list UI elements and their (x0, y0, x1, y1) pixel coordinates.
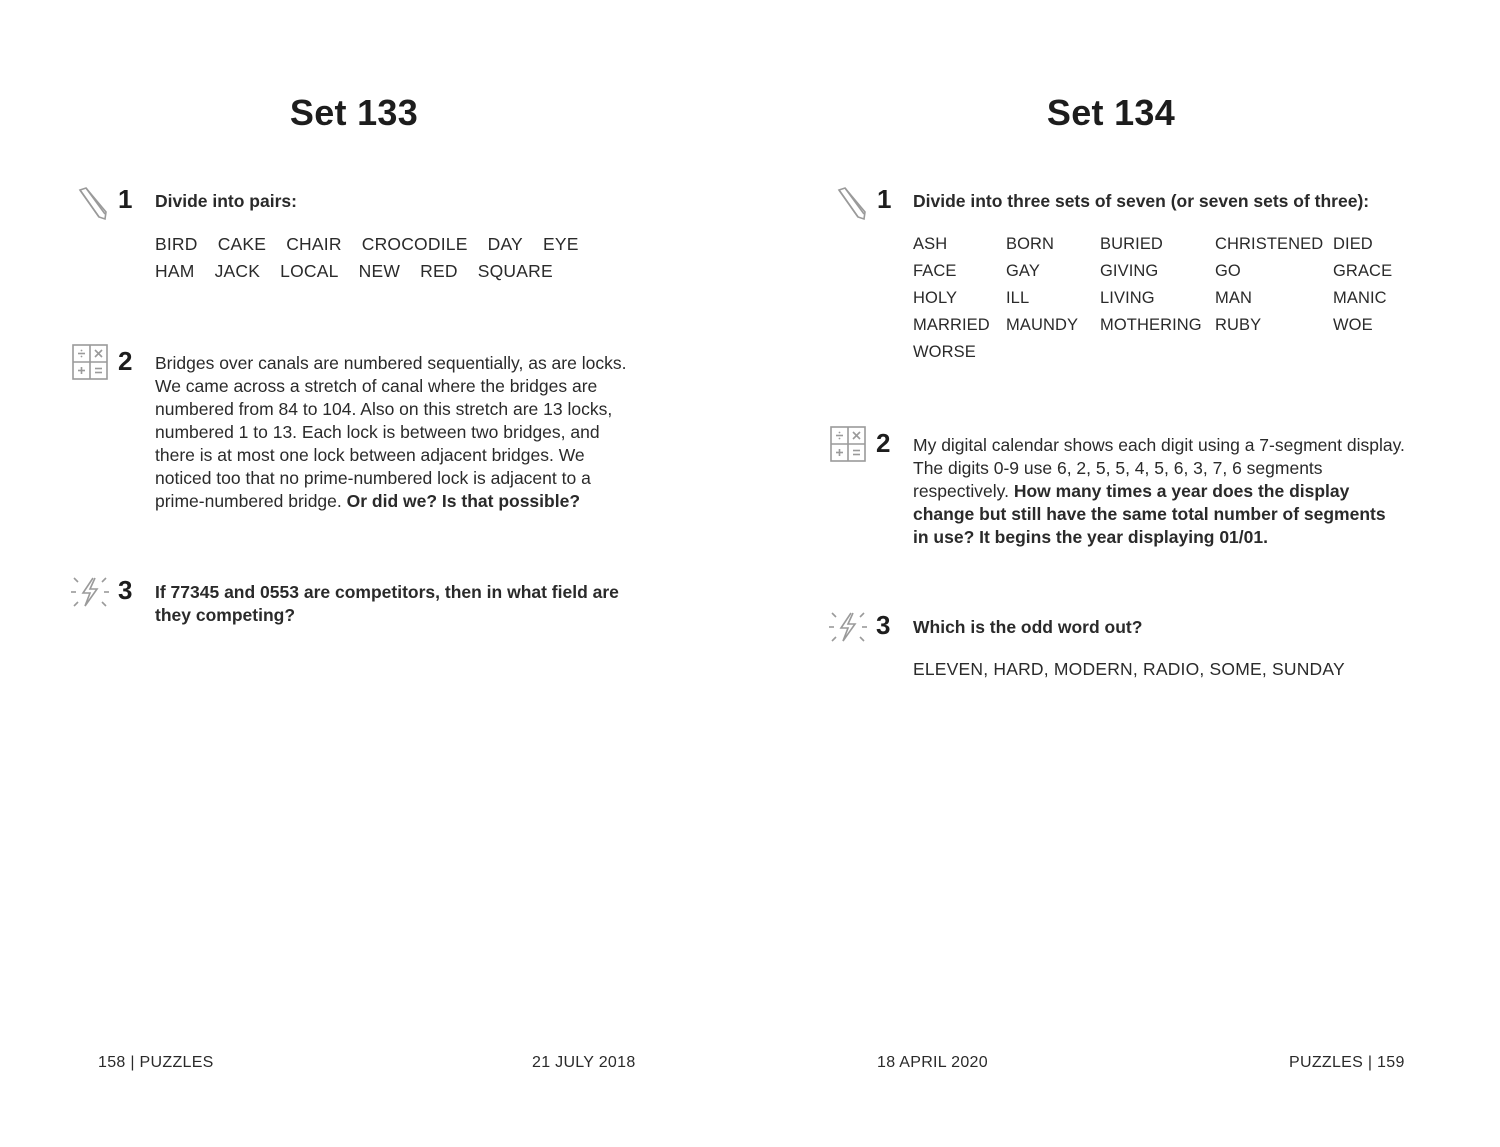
word: SQUARE (477, 261, 553, 281)
puzzle-statement: My digital calendar shows each digit using a 7-segment display. The digits 0-9 use 6, 2, 5, 5, 4, 5, 6, 3, 7, 6 segments respectively. (913, 435, 1405, 501)
grid-word: ILL (1006, 289, 1030, 307)
footer-date: 21 JULY 2018 (532, 1054, 636, 1071)
grid-word: MAUNDY (1006, 316, 1079, 334)
footer-page-label: 158 | PUZZLES (98, 1054, 214, 1071)
puzzle-statement: Bridges over canals are numbered sequentially, as are locks. We came across a stretch of canal where the bridges are numbered from 84 to 104. Also on this stretch are 13 locks, numbered 1 to 13. Each lock is between two bridges, and there is at most one lock between adjacent bridges. We noticed too that no prime-numbered lock is adjacent to a prime-numbered bridge. (155, 353, 627, 511)
puzzle-question: How many times a year does the display change but still have the same total number of segments in use? It begins the year displaying 01/01. (913, 481, 1386, 547)
set-title: Set 134 (1046, 92, 1176, 133)
grid-word: BORN (1006, 235, 1055, 253)
grid-word: MAN (1215, 289, 1252, 307)
puzzle-question: Or did we? Is that possible? (346, 491, 581, 511)
puzzle-prompt: Divide into pairs: (155, 191, 297, 211)
puzzle-number: 1 (877, 184, 892, 214)
grid-word: CHRISTENED (1215, 235, 1324, 253)
word: CROCODILE (361, 234, 468, 254)
set-title: Set 133 (289, 92, 419, 133)
calculator-icon (72, 344, 108, 380)
puzzle-prompt: Which is the odd word out? (913, 617, 1143, 637)
grid-word: RUBY (1215, 316, 1262, 334)
grid-word: WORSE (913, 343, 976, 361)
word: HAM (155, 261, 195, 281)
grid-word: MARRIED (913, 316, 990, 334)
calculator-icon (830, 426, 866, 462)
word-list: ELEVEN, HARD, MODERN, RADIO, SOME, SUNDAY (913, 659, 1345, 679)
grid-word: GAY (1006, 262, 1040, 280)
footer-page-label: PUZZLES | 159 (1289, 1054, 1405, 1071)
puzzle-number: 3 (118, 575, 133, 605)
puzzle-number: 3 (876, 610, 891, 640)
grid-word: BURIED (1100, 235, 1163, 253)
word: BIRD (155, 234, 198, 254)
right-page (750, 0, 1500, 1147)
word-grid (913, 233, 1433, 383)
word: LOCAL (280, 261, 339, 281)
grid-word: GIVING (1100, 262, 1159, 280)
word: JACK (214, 261, 261, 281)
puzzle-text (155, 352, 630, 513)
puzzle-number: 1 (118, 184, 133, 214)
lightning-icon (70, 574, 110, 610)
grid-word: LIVING (1100, 289, 1155, 307)
word: CAKE (217, 234, 267, 254)
pencil-icon (835, 186, 869, 222)
word: RED (420, 261, 458, 281)
word: CHAIR (286, 234, 342, 254)
word: EYE (543, 234, 579, 254)
word-list (155, 231, 675, 285)
puzzle-prompt: Divide into three sets of seven (or seven sets of three): (913, 191, 1370, 211)
grid-word: GRACE (1333, 262, 1393, 280)
grid-word: FACE (913, 262, 957, 280)
grid-word: MANIC (1333, 289, 1387, 307)
grid-word: ASH (913, 235, 948, 253)
grid-word: GO (1215, 262, 1241, 280)
grid-word: MOTHERING (1100, 316, 1202, 334)
lightning-icon (828, 609, 868, 645)
pencil-icon (76, 186, 110, 222)
word-line (155, 231, 675, 258)
puzzle-number: 2 (876, 428, 891, 458)
puzzle-text (913, 434, 1405, 549)
grid-word: HOLY (913, 289, 958, 307)
puzzle-number: 2 (118, 346, 133, 376)
footer-date: 18 APRIL 2020 (877, 1054, 988, 1071)
word-line (155, 258, 675, 285)
grid-word: DIED (1333, 235, 1373, 253)
puzzle-prompt: If 77345 and 0553 are competitors, then in what field are they competing? (155, 582, 619, 625)
word: NEW (358, 261, 401, 281)
grid-word: WOE (1333, 316, 1373, 334)
word: DAY (487, 234, 523, 254)
